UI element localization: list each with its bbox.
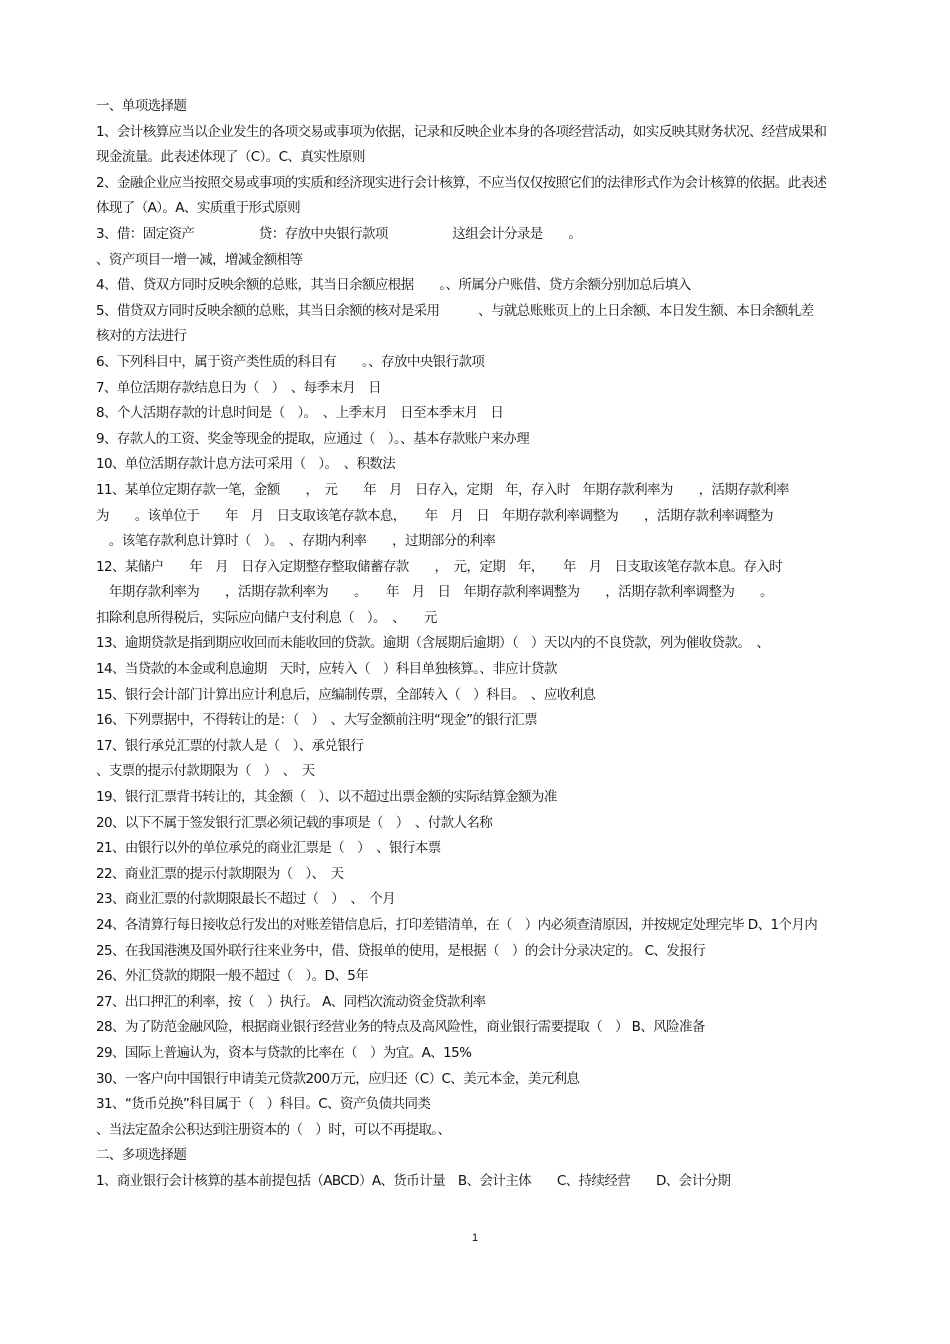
question-25: 25、在我国港澳及国外联行往来业务中，借、贷报单的使用，是根据（ ）的会计分录决定的。 C、发报行 xyxy=(96,942,705,959)
question-20: 20、以下不属于签发银行汇票必须记载的事项是（ ） 、付款人名称 xyxy=(96,814,493,831)
question-23: 23、商业汇票的付款期限最长不超过（ ） 、 个月 xyxy=(96,891,396,908)
question-18: 、支票的提示付款期限为（ ） 、 天 xyxy=(96,763,315,780)
question-22: 22、商业汇票的提示付款期限为（ ）、 天 xyxy=(96,865,344,882)
question-3-line-1: 3、借：固定资产 贷：存放中央银行款项 这组会计分录是 。 xyxy=(96,225,582,242)
question-11-line-2: 为 。该单位于 年 月 日支取该笔存款本息， 年 月 日 年期存款利率调整为 ，活期存款利率调整为 xyxy=(96,507,773,524)
question-31: 31、“货币兑换”科目属于（ ）科目。C、资产负债共同类 xyxy=(96,1096,431,1113)
section-heading-multiple-choice: 二、多项选择题 xyxy=(96,1147,187,1164)
question-29: 29、国际上普遍认为，资本与贷款的比率在（ ）为宜。A、15% xyxy=(96,1044,472,1061)
question-7: 7、单位活期存款结息日为（ ） 、每季末月 日 xyxy=(96,379,382,396)
question-16: 16、下列票据中，不得转让的是：（ ） 、大写金额前注明“现金”的银行汇票 xyxy=(96,712,537,729)
question-13: 13、逾期贷款是指到期应收回而未能收回的贷款。逾期（含展期后逾期）（ ）天以内的不良贷款，列为催收贷款。 、 xyxy=(96,635,770,652)
question-26: 26、外汇贷款的期限一般不超过（ ）。D、5年 xyxy=(96,968,369,985)
section-heading-single-choice: 一、单项选择题 xyxy=(96,98,187,114)
question-2-line-2: 体现了（A）。A、实质重于形式原则 xyxy=(96,200,301,217)
question-11-line-3: 。该笔存款利息计算时（ ）。 、存期内利率 ，过期部分的利率 xyxy=(96,533,496,550)
question-5-line-2: 核对的方法进行 xyxy=(96,328,187,345)
question-2-line-1: 2、金融企业应当按照交易或事项的实质和经济现实进行会计核算，不应当仅仅按照它们的法律形式作为会计核算的依据。此表述 xyxy=(96,174,827,191)
question-3-line-2: 、资产项目一增一减，增减金额相等 xyxy=(96,251,303,268)
question-27: 27、出口押汇的利率，按（ ）执行。 A、同档次流动资金贷款利率 xyxy=(96,993,486,1010)
page-number: 1 xyxy=(471,1232,479,1244)
question-14: 14、当贷款的本金或利息逾期 天时，应转入（ ）科目单独核算。、非应计贷款 xyxy=(96,661,557,678)
question-4: 4、借、贷双方同时反映余额的总账，其当日余额应根据 。、所属分户账借、贷方余额分别加总后填入 xyxy=(96,277,691,294)
question-10: 10、单位活期存款计息方法可采用（ ）。 、积数法 xyxy=(96,456,396,473)
question-12-line-3: 扣除利息所得税后，实际应向储户支付利息（ ）。 、 元 xyxy=(96,609,437,626)
question-1-line-1: 1、会计核算应当以企业发生的各项交易或事项为依据，记录和反映企业本身的各项经营活动，如实反映其财务状况、经营成果和 xyxy=(96,123,827,140)
question-15: 15、银行会计部门计算出应计利息后，应编制传票，全部转入（ ）科目。 、应收利息 xyxy=(96,686,596,703)
question-1-line-2: 现金流量。此表述体现了（C）。C、真实性原则 xyxy=(96,149,365,166)
question-17: 17、银行承兑汇票的付款人是（ ）、承兑银行 xyxy=(96,737,364,754)
question-28: 28、为了防范金融风险，根据商业银行经营业务的特点及高风险性，商业银行需要提取（ ） B、风险准备 xyxy=(96,1019,705,1036)
question-8: 8、个人活期存款的计息时间是（ ）。 、上季末月 日至本季末月 日 xyxy=(96,405,504,422)
question-24: 24、各清算行每日接收总行发出的对账差错信息后，打印差错清单，在（ ）内必须查清原因，并按规定处理完毕 D、1个月内 xyxy=(96,917,818,933)
question-5-line-1: 5、借贷双方同时反映余额的总账，其当日余额的核对是采用 、与就总账账页上的上日余额、本日发生额、本日余额轧差 xyxy=(96,302,814,319)
question-11-line-1: 11、某单位定期存款一笔，金额 ， 元 年 月 日存入，定期 年，存入时 年期存款利率为 ，活期存款利率 xyxy=(96,481,789,498)
document-body xyxy=(96,94,866,1195)
question-12-line-1: 12、某储户 年 月 日存入定期整存整取储蓄存款 ， 元，定期 年， 年 月 日支取该笔存款本息。存入时 xyxy=(96,558,783,575)
question-6: 6、下列科目中，属于资产类性质的科目有 。、存放中央银行款项 xyxy=(96,353,485,370)
question-30: 30、一客户向中国银行申请美元贷款200万元，应归还（C）C、美元本金，美元利息 xyxy=(96,1070,580,1087)
question-32: 、当法定盈余公积达到注册资本的（ ）时，可以不再提取。、 xyxy=(96,1121,451,1138)
question-21: 21、由银行以外的单位承兑的商业汇票是（ ） 、银行本票 xyxy=(96,840,441,857)
multi-question-1: 1、商业银行会计核算的基本前提包括（ABCD）A、货币计量 B、会计主体 C、持续经营 D、会计分期 xyxy=(96,1172,731,1189)
question-9: 9、存款人的工资、奖金等现金的提取，应通过（ ）。、基本存款账户来办理 xyxy=(96,430,530,447)
question-12-line-2: 年期存款利率为 ，活期存款利率为 。 年 月 日 年期存款利率调整为 ，活期存款利率调整为 。 xyxy=(96,584,773,601)
question-19: 19、银行汇票背书转让的，其金额（ ）、以不超过出票金额的实际结算金额为准 xyxy=(96,789,557,806)
